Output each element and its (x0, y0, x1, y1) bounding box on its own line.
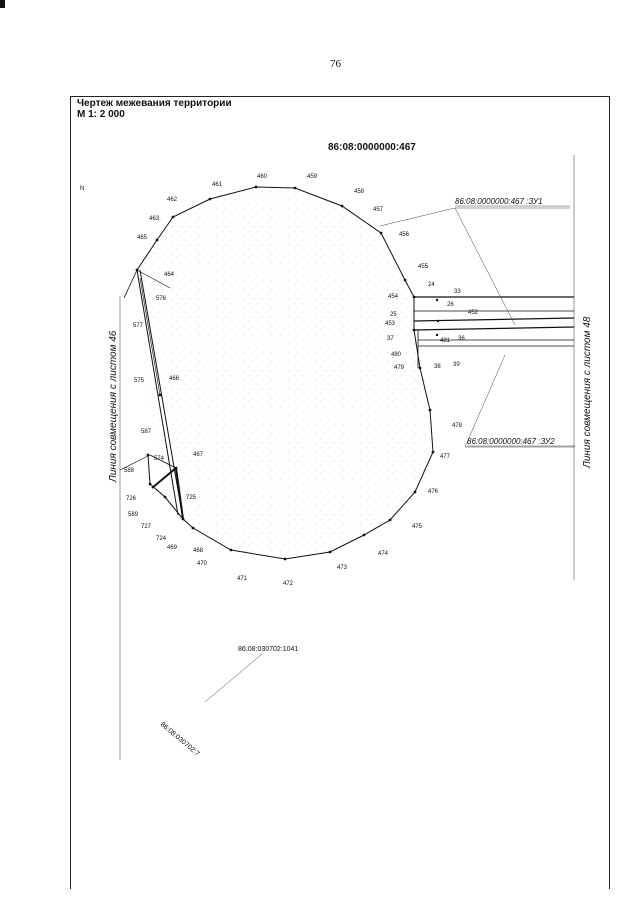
point-label: 452 (468, 310, 479, 316)
zone2-label: 86:08:0000000:467 :ЗУ2 (467, 437, 555, 446)
leader-zu1-a (380, 208, 455, 226)
point-label: 466 (169, 376, 180, 382)
leader-zu1-c (455, 208, 515, 325)
point-label: 36 (458, 336, 465, 342)
right-sheet-label: Линия совмещения с листом 48 (582, 316, 593, 468)
point-label: 24 (428, 282, 435, 288)
point-label: 456 (399, 232, 410, 238)
point-label: 453 (385, 321, 396, 327)
point-label: 459 (307, 174, 318, 180)
point-label: 460 (257, 174, 268, 180)
point-label: 480 (391, 352, 402, 358)
left-sheet-label: Линия совмещения с листом 46 (108, 330, 119, 482)
main-cadastral-number: 86:08:0000000:467 (328, 142, 416, 153)
title-line-1: Чертеж межевания территории (77, 98, 232, 109)
point-label: 37 (387, 336, 394, 342)
point-label: 576 (156, 296, 167, 302)
point-label: 726 (126, 496, 137, 502)
point-label: 472 (283, 581, 294, 587)
parcel-1041-label: 86:08:030702:1041 (238, 646, 299, 653)
strip-4 (414, 327, 574, 330)
point-label: 477 (440, 454, 451, 460)
point-label: 725 (186, 495, 197, 501)
point-label: 33 (454, 289, 461, 295)
point-label: 475 (412, 524, 423, 530)
point-label: 474 (378, 551, 389, 557)
point-label: 458 (354, 189, 365, 195)
parcel-7-label: 86:08:030702:7 (158, 721, 201, 758)
point-label: 589 (128, 512, 139, 518)
inner-line-c (124, 270, 137, 298)
point-label: 38 (434, 364, 441, 370)
point-label: 467 (193, 452, 204, 458)
point-label: 574 (154, 456, 165, 462)
point-label: 462 (167, 197, 178, 203)
point-label: 461 (212, 182, 223, 188)
point-label: 476 (428, 489, 439, 495)
north-arrow-label: N (80, 186, 85, 192)
point-label: 473 (337, 565, 348, 571)
point-label: 469 (167, 545, 178, 551)
point-label: 478 (452, 423, 463, 429)
page-number: 76 (330, 58, 341, 70)
point-label: 463 (149, 216, 160, 222)
point-label: 575 (134, 378, 145, 384)
point-label: 588 (124, 468, 135, 474)
point-label: 39 (453, 362, 460, 368)
point-label: 25 (390, 312, 397, 318)
title-line-2: М 1: 2 000 (77, 109, 125, 120)
point-label: 471 (237, 576, 248, 582)
point-label: 727 (141, 524, 152, 530)
point-label: 587 (141, 429, 152, 435)
point-label: 577 (133, 323, 144, 329)
point-label: 26 (447, 302, 454, 308)
point-label: 457 (373, 207, 384, 213)
leader-1041 (205, 654, 262, 702)
point-label: 724 (156, 536, 167, 542)
point-label: 454 (388, 294, 399, 300)
point-label: 481 (440, 338, 451, 344)
point-label: 464 (164, 272, 175, 278)
point-label: 455 (418, 264, 429, 270)
point-label: 465 (137, 235, 148, 241)
zone1-label: 86:08:0000000:467 :ЗУ1 (455, 197, 543, 206)
point-label: 479 (394, 365, 405, 371)
leader-zu2-b (465, 355, 505, 447)
point-label: 470 (197, 561, 208, 567)
point-label: 468 (193, 548, 204, 554)
